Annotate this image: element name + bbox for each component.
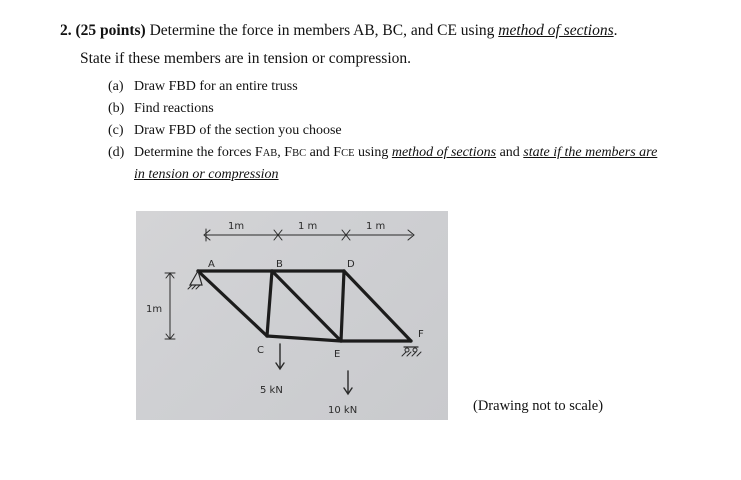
item-b xyxy=(108,101,214,117)
subscript-ab: AB xyxy=(262,148,278,159)
member-DE xyxy=(341,271,344,341)
item-d-sep1: , F xyxy=(277,145,293,160)
item-d-mid: using xyxy=(354,145,392,160)
member-BE xyxy=(272,271,341,341)
question-line-2: State if these members are in tension or compression. xyxy=(80,50,412,67)
question-points: (25 points) xyxy=(75,22,146,39)
dim-label-3: 1 m xyxy=(366,221,386,232)
item-label: (c) xyxy=(108,123,124,138)
load-arrow-C xyxy=(276,344,284,369)
truss-sketch xyxy=(136,211,448,420)
load-label-10kN: 10 kN xyxy=(328,405,358,416)
item-text: Draw FBD for an entire truss xyxy=(134,79,298,94)
item-label: (d) xyxy=(108,145,125,160)
question-method-link: method of sections xyxy=(498,22,614,39)
node-label-A: A xyxy=(208,259,215,270)
item-label: (a) xyxy=(108,79,124,94)
truss-figure xyxy=(136,211,448,420)
question-period: . xyxy=(613,22,618,39)
item-d-pre: Determine the forces F xyxy=(134,145,263,160)
dim-label-1: 1m xyxy=(228,221,245,232)
subscript-bc: BC xyxy=(292,148,307,159)
subscript-ce: CE xyxy=(341,148,355,159)
member-AC xyxy=(198,271,267,336)
item-d-method: method of sections xyxy=(391,145,497,160)
roller-wheel xyxy=(413,348,417,352)
dim-label-2: 1 m xyxy=(298,221,318,232)
item-label: (b) xyxy=(108,101,125,116)
ground-hatch-F xyxy=(402,352,421,356)
node-label-E: E xyxy=(334,349,341,360)
item-d-continuation xyxy=(134,167,279,183)
dim-label-left: 1m xyxy=(146,304,163,315)
item-d-sep2: and F xyxy=(306,145,342,160)
item-d xyxy=(108,145,657,161)
item-d-cont-text: in tension or compression xyxy=(134,167,279,182)
item-c xyxy=(108,123,342,139)
item-text: Draw FBD of the section you choose xyxy=(134,123,342,138)
node-label-D: D xyxy=(347,259,355,270)
question-text: Determine the force in members AB, BC, and CE using xyxy=(149,22,495,39)
node-label-B: B xyxy=(276,259,283,270)
load-arrow-E xyxy=(344,371,352,394)
roller-wheel xyxy=(405,348,409,352)
node-label-F: F xyxy=(418,329,424,340)
question-number: 2. xyxy=(60,22,72,39)
item-d-state: state if the members are xyxy=(523,145,658,160)
item-a xyxy=(108,79,298,95)
member-DF xyxy=(344,271,411,341)
drawing-note: (Drawing not to scale) xyxy=(473,398,604,414)
load-label-5kN: 5 kN xyxy=(260,385,283,396)
member-CE xyxy=(267,336,341,341)
node-label-C: C xyxy=(257,345,264,356)
item-text: Find reactions xyxy=(134,101,214,116)
item-d-and: and xyxy=(496,145,524,160)
ground-hatch-A xyxy=(188,285,200,289)
member-BC xyxy=(267,271,272,336)
question-line-1 xyxy=(60,22,618,40)
